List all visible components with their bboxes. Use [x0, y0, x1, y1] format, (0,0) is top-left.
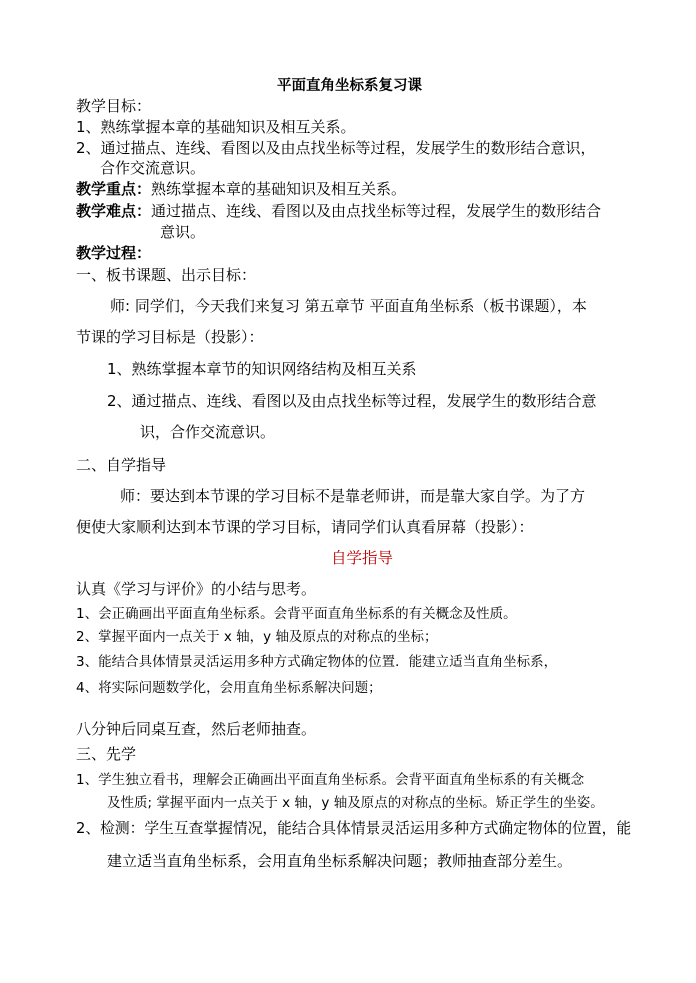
section1-goal-2-line2: 识，合作交流意识。: [140, 423, 276, 441]
section1-para-line2: 节课的学习目标是（投影）：: [76, 328, 264, 346]
objective-item-2-line2: 合作交流意识。: [100, 159, 206, 177]
document-title: 平面直角坐标系复习课: [277, 78, 422, 94]
section3-item-1-line2: 及性质; 掌握平面内一点关于 x 轴，y 轴及原点的对称点的坐标。矫正学生的坐姿。: [107, 795, 604, 811]
difficulty-label: 教学难点：: [76, 202, 152, 220]
section3-heading: 三、先学: [76, 745, 137, 763]
section3-item-1-line1: 1、学生独立看书，理解会正确画出平面直角坐标系。会背平面直角坐标系的有关概念: [76, 772, 585, 788]
guide-title: 自学指导: [331, 549, 394, 567]
difficulty-text-line2: 意识。: [160, 223, 206, 241]
section1-heading: 一、板书课题、出示目标：: [76, 266, 257, 284]
objective-item-1: 1、熟练掌握本章的基础知识及相互关系。: [76, 118, 356, 136]
guide-item-3: 3、能结合具体情景灵活运用多种方式确定物体的位置．能建立适当直角坐标系，: [76, 654, 558, 670]
section1-goal-2-line1: 2、通过描点、连线、看图以及由点找坐标等过程，发展学生的数形结合意: [107, 392, 597, 410]
section2-para-line2: 便使大家顺利达到本节课的学习目标，请同学们认真看屏幕（投影）：: [76, 518, 534, 536]
key-point: [76, 179, 406, 199]
objective-item-2-line1: 2、通过描点、连线、看图以及由点找坐标等过程，发展学生的数形结合意识，: [76, 139, 596, 157]
guide-item-1: 1、会正确画出平面直角坐标系。会背平面直角坐标系的有关概念及性质。: [76, 606, 517, 622]
objectives-heading: 教学目标：: [76, 97, 152, 115]
key-point-text: 熟练掌握本章的基础知识及相互关系。: [151, 180, 407, 198]
guide-intro: 认真《学习与评价》的小结与思考。: [76, 580, 317, 598]
section2-heading: 二、自学指导: [76, 456, 167, 474]
key-point-label: 教学重点：: [76, 180, 152, 198]
guide-item-2: 2、掌握平面内一点关于 x 轴，y 轴及原点的对称点的坐标；: [76, 629, 438, 645]
process-heading: 教学过程：: [76, 244, 152, 262]
section1-para-line1: 师: 同学们，今天我们来复习 第五章节 平面直角坐标系（板书课题），本: [110, 297, 587, 315]
section2-para-line1: 师：要达到本节课的学习目标不是靠老师讲，而是靠大家自学。为了方: [120, 487, 586, 505]
guide-item-4: 4、将实际问题数学化，会用直角坐标系解决问题；: [76, 680, 382, 696]
section3-item-2-line2: 建立适当直角坐标系，会用直角坐标系解决问题；教师抽查部分差生。: [107, 852, 573, 870]
section3-item-2-line1: 2、检测：学生互查掌握情况，能结合具体情景灵活运用多种方式确定物体的位置，能: [76, 820, 632, 837]
peer-check: 八分钟后同桌互查，然后老师抽查。: [76, 720, 317, 738]
section1-goal-1: 1、熟练掌握本章节的知识网络结构及相互关系: [107, 360, 417, 378]
difficulty: [76, 201, 601, 221]
difficulty-text-line1: 通过描点、连线、看图以及由点找坐标等过程，发展学生的数形结合: [151, 202, 602, 220]
